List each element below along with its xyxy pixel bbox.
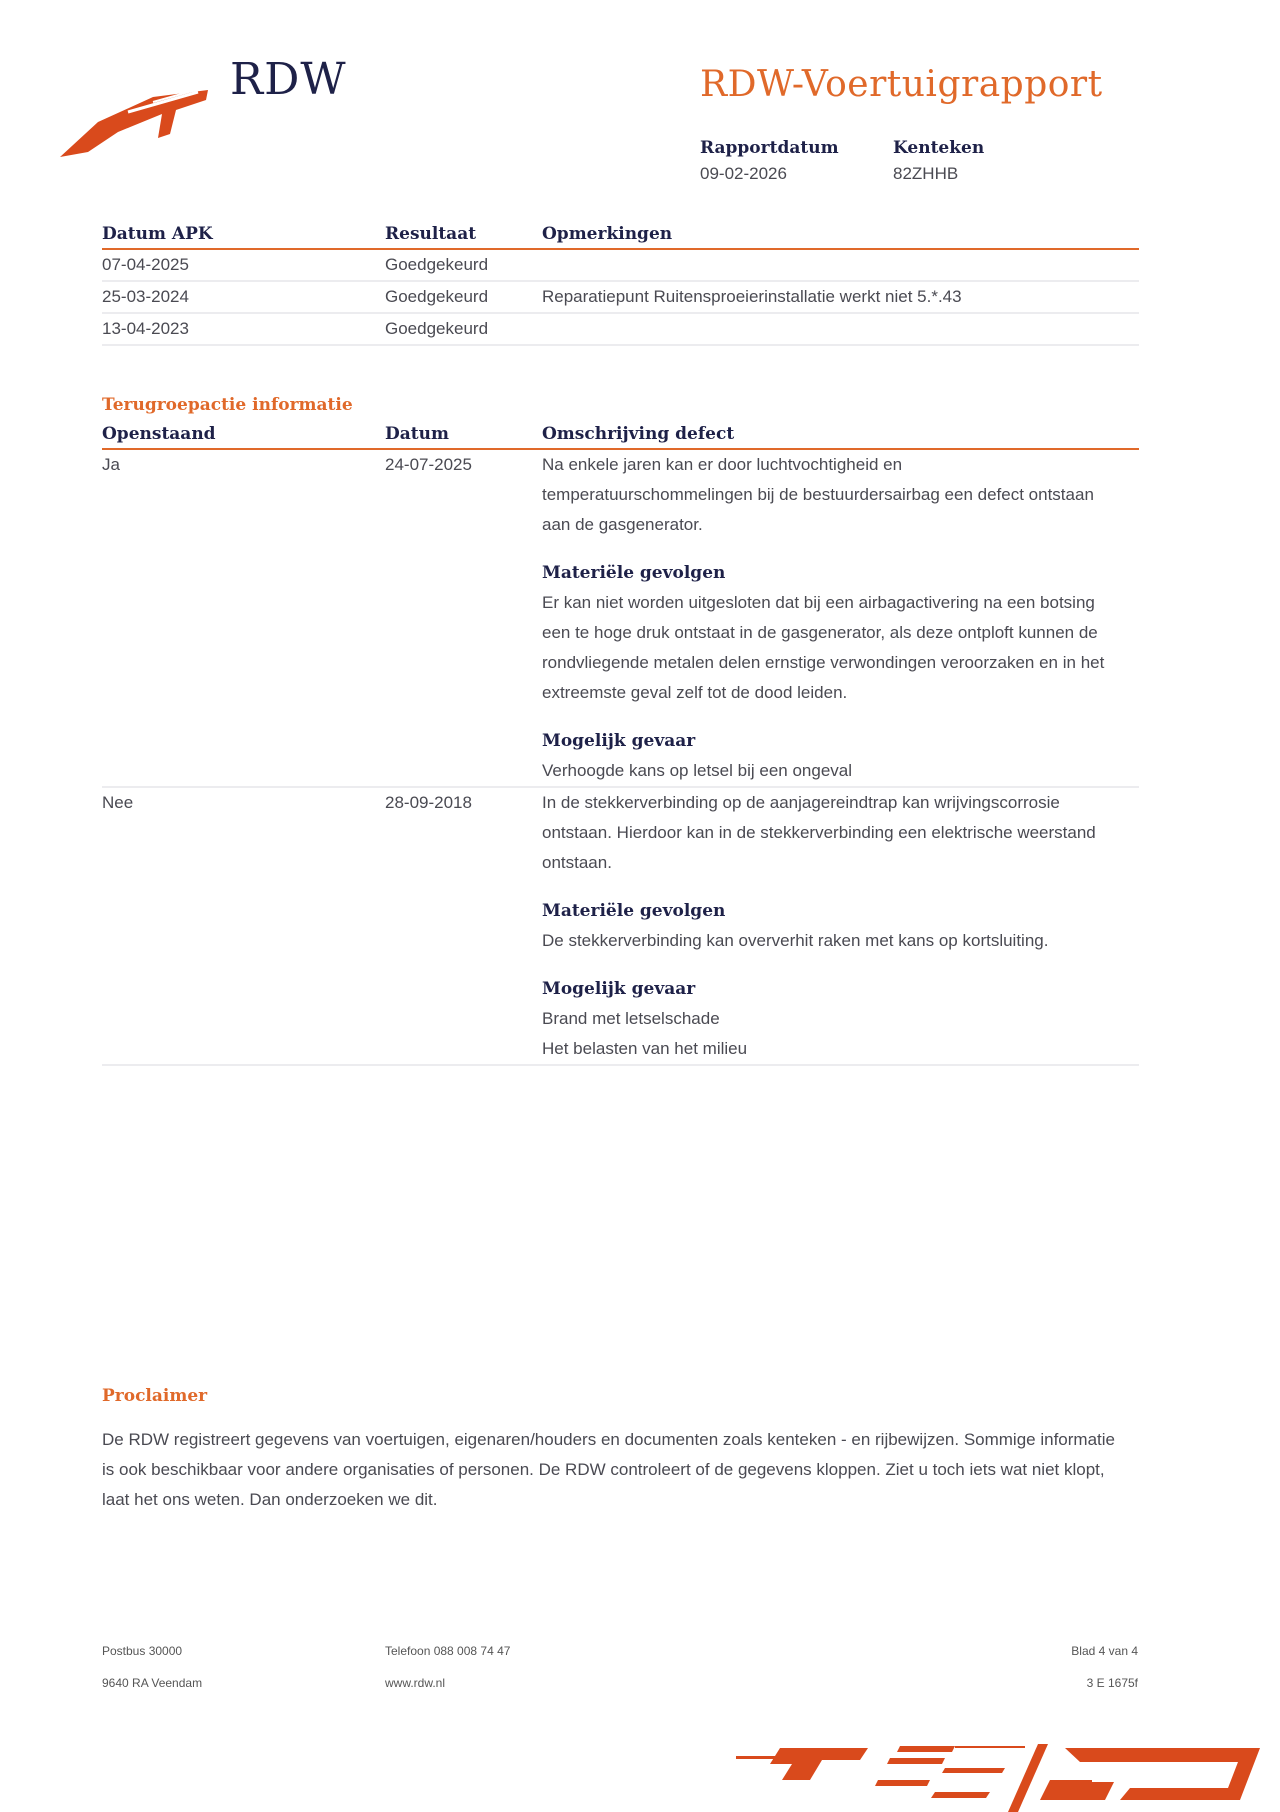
consequences-text: Er kan niet worden uitgesloten dat bij een airbagactivering na een botsing een te hoge druk ontstaat in de gasgenerator, als deze ontploft kunnen de rondvliegende metalen delen ernstige verwondingen veroorzaken en in het extreemste geval zelf tot de dood leiden. xyxy=(542,593,1105,702)
danger-item: Het belasten van het milieu xyxy=(542,1039,748,1058)
footer-code: 3 E 1675f xyxy=(1086,1676,1138,1690)
recall-open: Nee xyxy=(102,787,385,1065)
table-row xyxy=(102,787,1139,1065)
apk-header-date: Datum APK xyxy=(102,224,385,249)
apk-result: Goedgekeurd xyxy=(385,281,542,313)
recall-section-title: Terugroepactie informatie xyxy=(102,395,353,415)
recall-header-open: Openstaand xyxy=(102,424,385,449)
apk-result: Goedgekeurd xyxy=(385,313,542,345)
table-row xyxy=(102,281,1139,313)
danger-item: Brand met letselschade xyxy=(542,1009,720,1028)
apk-date: 07-04-2025 xyxy=(102,249,385,281)
plate-value: 82ZHHB xyxy=(893,164,959,183)
apk-table xyxy=(102,224,1139,346)
recall-details xyxy=(542,449,1139,787)
proclaimer-text: De RDW registreert gegevens van voertuigen, eigenaren/houders en documenten zoals kenteken - en rijbewijzen. Sommige informatie is ook beschikbaar voor andere organisaties of personen. De RDW controleert of de gegevens kloppen. Ziet u toch iets wat niet klopt, laat het ons weten. Dan onderzoeken we dit. xyxy=(102,1430,1115,1509)
report-date-label: Rapportdatum xyxy=(700,138,839,158)
logo-text: RDW xyxy=(230,54,347,105)
consequences-label: Materiële gevolgen xyxy=(542,901,726,921)
recall-open: Ja xyxy=(102,449,385,787)
report-date-value: 09-02-2026 xyxy=(700,164,787,183)
apk-remark xyxy=(542,313,1139,345)
recall-header-date: Datum xyxy=(385,424,542,449)
apk-date: 13-04-2023 xyxy=(102,313,385,345)
danger-label: Mogelijk gevaar xyxy=(542,979,696,999)
recall-table xyxy=(102,424,1139,1066)
footer-address-line2: 9640 RA Veendam xyxy=(102,1676,203,1690)
danger-label: Mogelijk gevaar xyxy=(542,731,696,751)
footer-website[interactable]: www.rdw.nl xyxy=(385,1676,446,1690)
apk-result: Goedgekeurd xyxy=(385,249,542,281)
apk-header-remarks: Opmerkingen xyxy=(542,224,1139,249)
footer-phone: Telefoon 088 008 74 47 xyxy=(385,1644,511,1658)
recall-details xyxy=(542,787,1139,1065)
consequences-label: Materiële gevolgen xyxy=(542,563,726,583)
rdw-stripe-logo-icon xyxy=(720,1740,1280,1812)
table-row xyxy=(102,313,1139,345)
apk-remark xyxy=(542,249,1139,281)
license-plate xyxy=(893,138,984,184)
proclaimer-title: Proclaimer xyxy=(102,1386,208,1406)
table-row xyxy=(102,249,1139,281)
consequences-text: De stekkerverbinding kan oververhit raken met kans op kortsluiting. xyxy=(542,931,1049,950)
apk-remark: Reparatiepunt Ruitensproeierinstallatie werkt niet 5.*.43 xyxy=(542,281,1139,313)
report-date xyxy=(700,138,839,184)
plate-label: Kenteken xyxy=(893,138,985,158)
apk-header-result: Resultaat xyxy=(385,224,542,249)
recall-date: 28-09-2018 xyxy=(385,787,542,1065)
footer-page-number: Blad 4 van 4 xyxy=(1071,1644,1138,1658)
recall-description: Na enkele jaren kan er door luchtvochtigheid en temperatuurschommelingen bij de bestuurdersairbag een defect ontstaan aan de gasgenerator. xyxy=(542,455,1094,534)
recall-description: In de stekkerverbinding op de aanjagereindtrap kan wrijvingscorrosie ontstaan. Hierdoor kan in de stekkerverbinding een elektrische weerstand ontstaan. xyxy=(542,793,1096,872)
page-title: RDW-Voertuigrapport xyxy=(700,64,1103,105)
danger-item: Verhoogde kans op letsel bij een ongeval xyxy=(542,761,853,780)
recall-header-description: Omschrijving defect xyxy=(542,424,1139,449)
apk-date: 25-03-2024 xyxy=(102,281,385,313)
recall-date: 24-07-2025 xyxy=(385,449,542,787)
footer-address-line1: Postbus 30000 xyxy=(102,1644,183,1658)
table-row xyxy=(102,449,1139,787)
